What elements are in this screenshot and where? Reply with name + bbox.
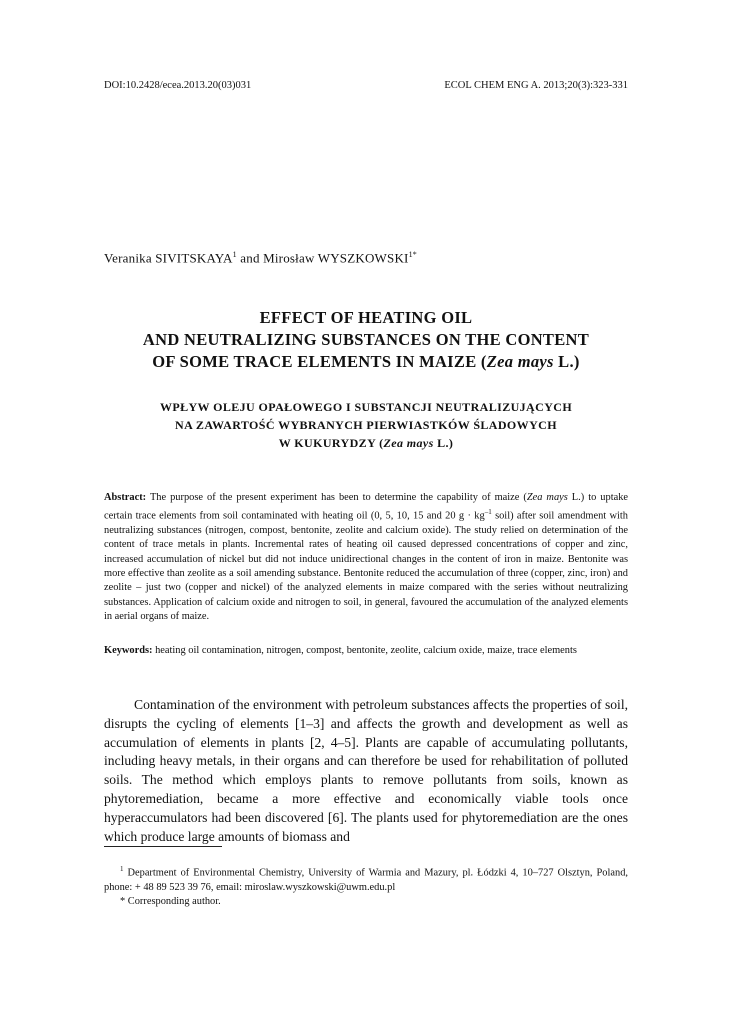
- title-species-name: Zea mays: [486, 352, 554, 371]
- author-line: [104, 250, 417, 266]
- journal-citation: ECOL CHEM ENG A. 2013;20(3):323-331: [444, 80, 628, 91]
- paper-title: [104, 307, 628, 373]
- running-header: [104, 80, 628, 91]
- abstract: [104, 491, 628, 624]
- title-line-3-text: OF SOME TRACE ELEMENTS IN MAIZE (: [152, 352, 487, 371]
- keywords-label: Keywords:: [104, 645, 153, 656]
- footnote-divider: [104, 846, 222, 847]
- title-line-3-end: L.): [553, 352, 580, 371]
- abstract-text-1: The purpose of the present experiment has been to determine the capability of maize (: [146, 492, 527, 503]
- author-1: Veranika SIVITSKAYA: [104, 250, 233, 266]
- introduction-paragraph: Contamination of the environment with petroleum substances affects the properties of soil, disrupts the cycling of elements [1–3] and affects the growth and development as well as accumulation of elements in plants [2, 4–5]. Plants are capable of accumulating pollutants, including heavy metals, in their organs and can therefore be used for rehabilitation of polluted soils. The method which employs plants to remove pollutants from soils, known as phytoremediation, became a more effective and economically viable tools once hyperaccumulators had been discovered [6]. The plants used for phytoremediation are the ones which produce large amounts of biomass and: [104, 697, 628, 844]
- footnote-1-mark: 1: [120, 865, 124, 873]
- abstract-unit-exponent: –1: [484, 508, 492, 517]
- author-1-affiliation-mark: 1: [232, 250, 237, 259]
- abstract-text-2: L.) to uptake certain trace elements from soil contaminated with heating oil (0, 5, 10, 15 and 20 g · kg: [104, 492, 628, 522]
- footnote-1-text: Department of Environmental Chemistry, University of Warmia and Mazury, pl. Łódzki 4, 10–727 Olsztyn, Poland, phone: + 48 89 523 39 76, email: miroslaw.wyszkowski@uwm.edu.pl: [104, 867, 628, 893]
- abstract-text-3: soil) after soil amendment with neutralizing substances (nitrogen, compost, bentonite, zeolite and calcium oxide). The study relied on determination of the content of trace metals in plants. Incremental rates of heating oil caused depressed concentrations of copper and zinc, increased accumulation of nickel but did not induce unidirectional changes in the content of iron in maize. Bentonite was more effective than zeolite as a soil amending substance. Bentonite reduced the accumulation of three (copper, zinc, iron) and zeolite – just two (copper and nickel) of the analyzed elements in maize compared with the series without neutralizing substances. Application of calcium oxide and nitrogen to soil, in general, favoured the accumulation of the analyzed elements in aerial organs of maize.: [104, 510, 629, 622]
- polish-title: [104, 398, 628, 452]
- keywords: [104, 644, 628, 658]
- author-2-affiliation-mark: 1*: [408, 250, 417, 259]
- title-line-2: AND NEUTRALIZING SUBSTANCES ON THE CONTENT: [142, 330, 590, 349]
- author-connector: and: [240, 250, 260, 266]
- polish-title-species-name: Zea mays: [383, 436, 434, 450]
- doi-text: DOI:10.2428/ecea.2013.20(03)031: [104, 80, 252, 91]
- footnote-corresponding-author: * Corresponding author.: [120, 896, 221, 907]
- abstract-label: Abstract:: [104, 492, 147, 503]
- polish-title-line-1: WPŁYW OLEJU OPAŁOWEGO I SUBSTANCJI NEUTRALIZUJĄCYCH: [159, 400, 573, 414]
- polish-title-line-2: NA ZAWARTOŚĆ WYBRANYCH PIERWIASTKÓW ŚLADOWYCH: [175, 418, 557, 432]
- title-line-3: [104, 351, 628, 373]
- polish-title-line-3-text: W KUKURYDZY (: [278, 436, 384, 450]
- polish-title-line-3-end: L.): [433, 436, 454, 450]
- polish-title-line-3: [104, 434, 628, 452]
- author-2: Mirosław WYSZKOWSKI: [263, 250, 409, 266]
- title-line-1: EFFECT OF HEATING OIL: [259, 308, 473, 327]
- keywords-text: heating oil contamination, nitrogen, compost, bentonite, zeolite, calcium oxide, maize, trace elements: [152, 645, 577, 656]
- abstract-species-name: Zea mays: [526, 492, 568, 503]
- footnote-affiliation: [104, 862, 628, 895]
